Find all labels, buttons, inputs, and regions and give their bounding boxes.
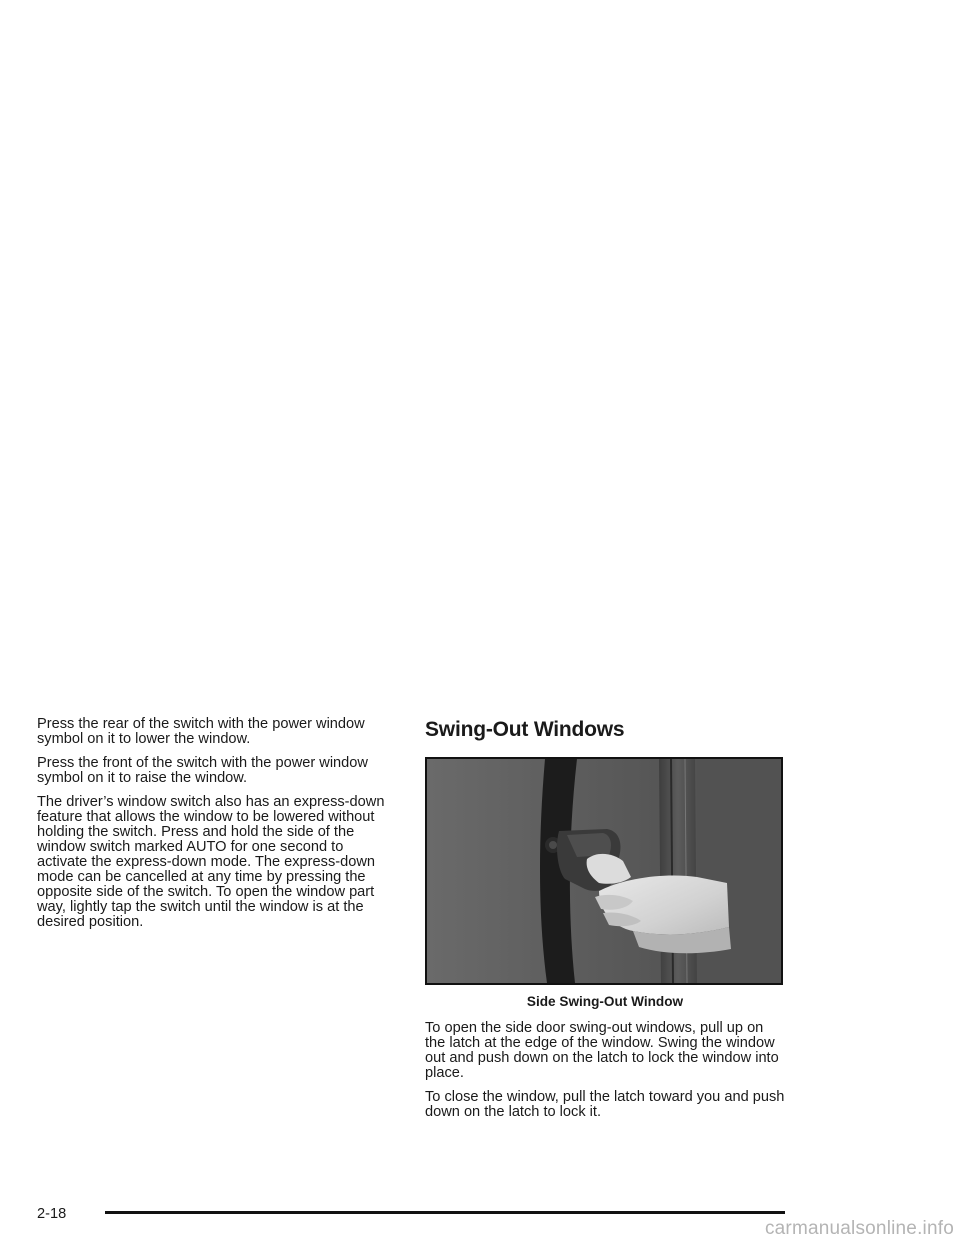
paragraph-raise-window: Press the front of the switch with the power window symbol on it to raise the window. [37,755,368,786]
paragraph-express-down: The driver’s window switch also has an express-down feature that allows the window to be lowered without holding the switch. Press and hold the side of the window switch marked AUTO for one second to activate the express-down mode. The express-down mode can be cancelled at any time by pressing the opposite side of the switch. To open the window part way, lightly tap the switch until the window is at the desired position. [37,794,385,930]
latch-hand-illustration [427,759,781,983]
watermark: carmanualsonline.info [764,1218,954,1239]
left-column [37,717,397,939]
paragraph-close-window: To close the window, pull the latch toward you and push down on the latch to lock it. [425,1089,785,1120]
swing-out-window-photo [425,757,783,985]
section-heading: Swing-Out Windows [425,718,625,741]
paragraph-lower-window: Press the rear of the switch with the power window symbol on it to lower the window. [37,716,365,747]
footer-rule [105,1211,785,1214]
paragraph-open-window: To open the side door swing-out windows, pull up on the latch at the edge of the window. Swing the window out and push down on the latch to lock the window into place. [425,1020,779,1081]
page-number: 2-18 [37,1206,67,1222]
figure-caption: Side Swing-Out Window [526,994,684,1009]
right-column [425,717,785,1129]
